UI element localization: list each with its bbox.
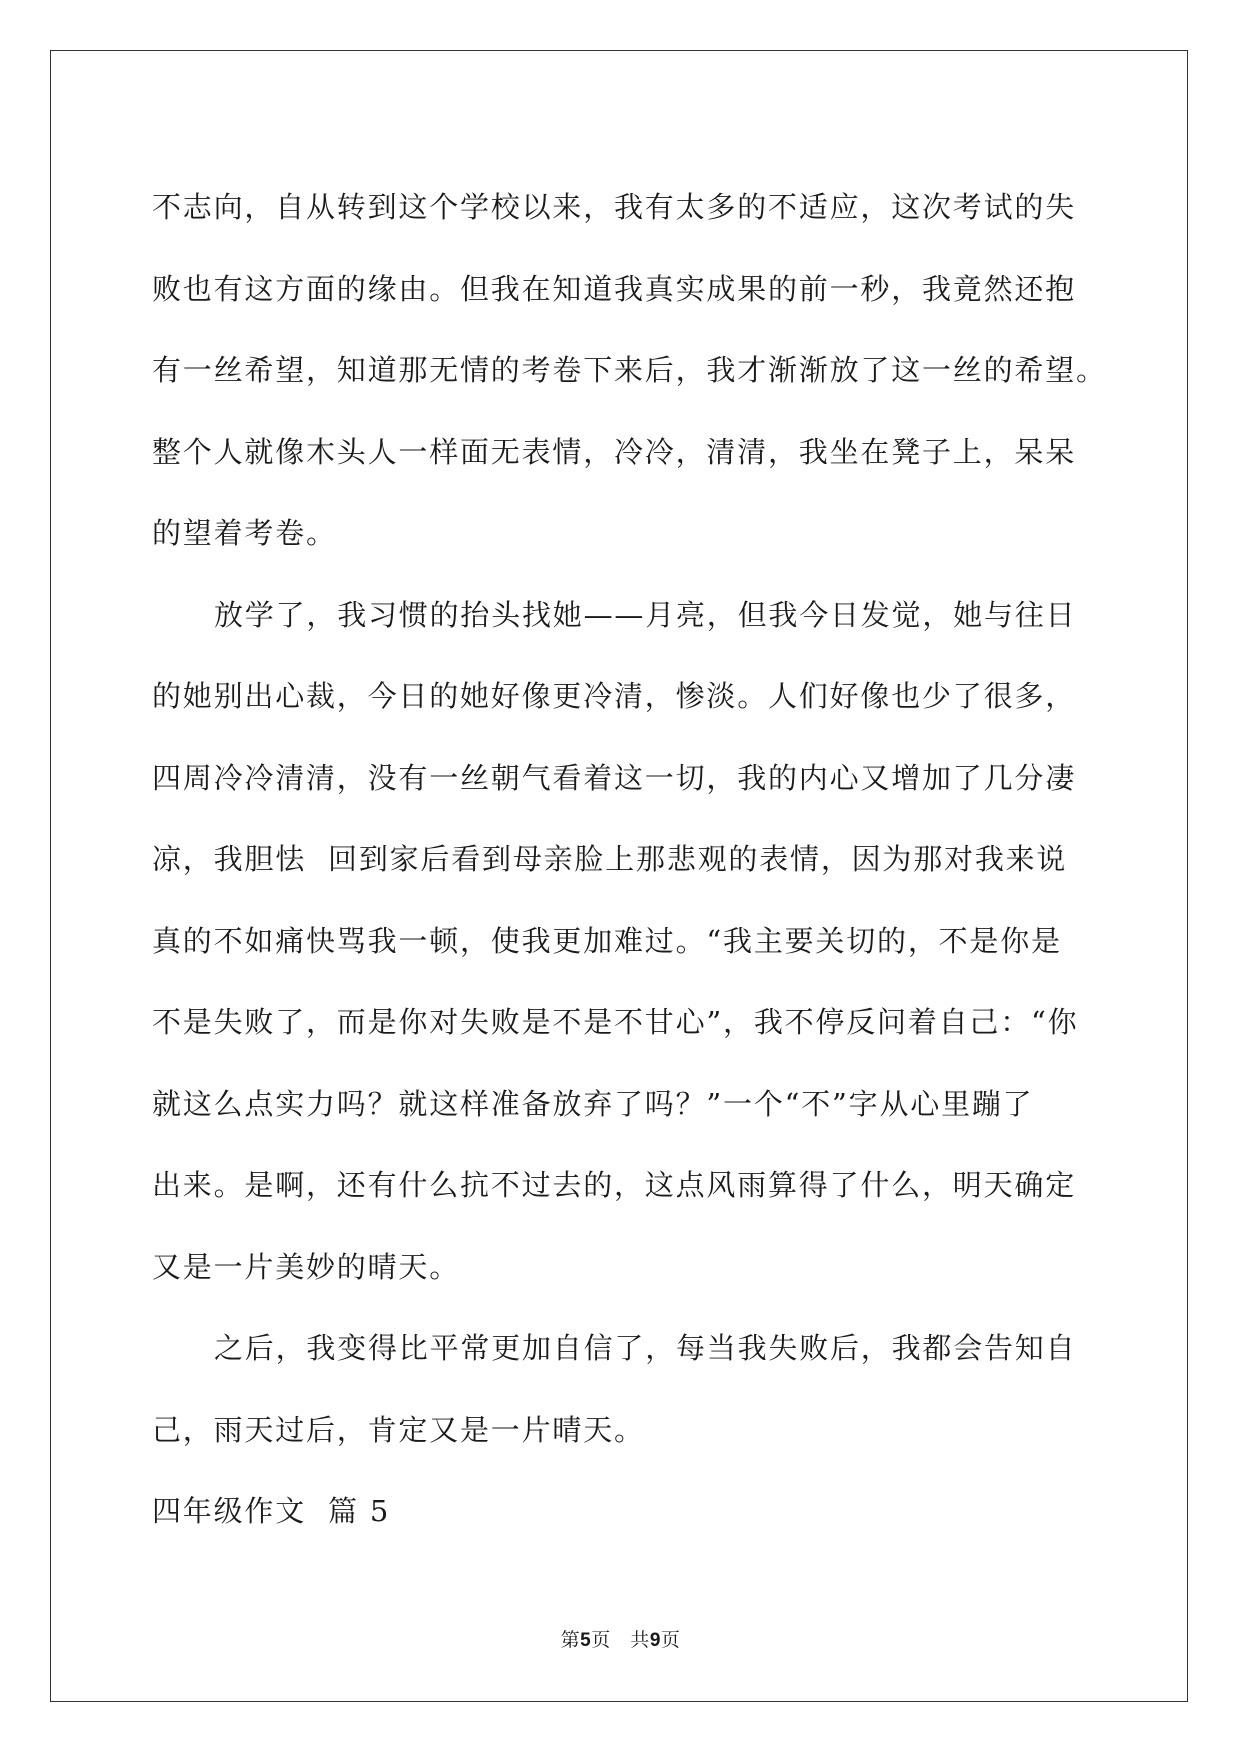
paragraph-line: 不志向，自从转到这个学校以来，我有太多的不适应，这次考试的失 — [152, 190, 1077, 224]
total-pages-number: 9 — [649, 1630, 661, 1651]
essay-body — [152, 167, 1107, 1553]
paragraph-line: 放学了，我习惯的抬头找她——月亮，但我今日发觉，她与往日 — [214, 597, 1077, 632]
paragraph-line: 不是失败了，而是你对失败是不是不甘心”，我不停反问着自己：“你 — [152, 1005, 1079, 1039]
paragraph-line: 出来。是啊，还有什么抗不过去的，这点风雨算得了什么，明天确定 — [152, 1168, 1077, 1202]
paragraph-line: 己，雨天过后，肯定又是一片晴天。 — [152, 1412, 645, 1447]
section-heading: 四年级作文 篇 5 — [152, 1494, 391, 1528]
footer-suffix: 页 — [660, 1629, 681, 1651]
paragraph-line: 又是一片美妙的晴天。 — [152, 1249, 461, 1284]
footer-middle: 页 共 — [591, 1629, 650, 1651]
page-footer — [0, 1628, 1241, 1653]
paragraph-line: 败也有这方面的缘由。但我在知道我真实成果的前一秒，我竟然还抱 — [152, 271, 1077, 306]
paragraph-line: 凉，我胆怯 回到家后看到母亲脸上那悲观的表情，因为那对我来说 — [152, 842, 1068, 876]
paragraph-line: 就这么点实力吗？就这样准备放弃了吗？”一个“不”字从心里蹦了 — [152, 1086, 1034, 1121]
paragraph-line: 四周冷冷清清，没有一丝朝气看着这一切，我的内心又增加了几分凄 — [152, 760, 1077, 795]
paragraph-line: 有一丝希望，知道那无情的考卷下来后，我才渐渐放了这一丝的希望。 — [152, 353, 1107, 387]
footer-prefix: 第 — [560, 1629, 581, 1651]
paragraph-line: 整个人就像木头人一样面无表情，冷冷，清清，我坐在凳子上，呆呆 — [152, 434, 1077, 469]
current-page-number: 5 — [580, 1630, 592, 1651]
paragraph-line: 之后，我变得比平常更加自信了，每当我失败后，我都会告知自 — [214, 1331, 1077, 1365]
paragraph-line: 的她别出心裁，今日的她好像更冷清，惨淡。人们好像也少了很多， — [152, 679, 1077, 713]
paragraph-line: 的望着考卷。 — [152, 516, 337, 550]
paragraph-line: 真的不如痛快骂我一顿，使我更加难过。“我主要关切的，不是你是 — [152, 923, 1062, 958]
